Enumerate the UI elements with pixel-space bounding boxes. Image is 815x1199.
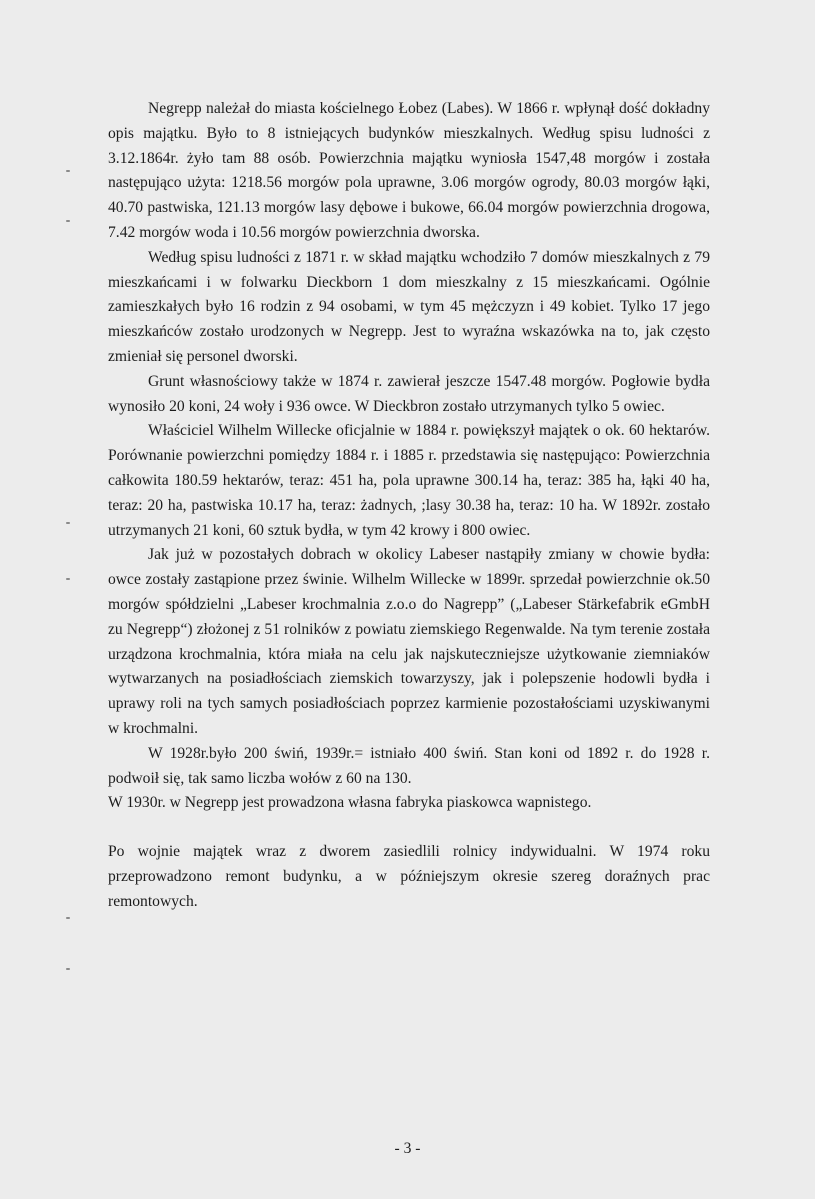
scan-mark	[66, 917, 70, 919]
scan-mark	[66, 578, 70, 580]
scan-mark	[66, 220, 70, 222]
paragraph-census-1871: Według spisu ludności z 1871 r. w skład majątku wchodziło 7 domów mieszkalnych z 79 mieszkańcami i w folwarku Dieckborn 1 dom mieszkalny z 15 mieszkańcami. Ogólnie zamieszkałych było 16 rodzin z 94 osobami, w tym 45 mężczyzn i 49 kobiet. Tylko 17 jego mieszkańców zostało urodzonych w Negrepp. Jest to wyraźna wskazówka na to, jak często zmieniał się personel dworski.	[108, 248, 710, 365]
paragraph-owner-willecke: Właściciel Wilhelm Willecke oficjalnie w 1884 r. powiększył majątek o ok. 60 hektarów. Porównanie powierzchni pomiędzy 1884 r. i 1885 r. przedstawia się następująco: Powierzchnia całkowita 180.59 hektarów, teraz: 451 ha, pola uprawne 300.14 ha, teraz: 385 ha, łąki 40 ha, teraz: 20 ha, pastwiska 10.17 ha, teraz: żadnych, ;lasy 30.38 ha, teraz: 10 ha. W 1892r. zostało utrzymanych 21 koni, 60 sztuk bydła, w tym 42 krowy i 800 owiec.	[108, 422, 710, 539]
paragraph-gap	[108, 816, 710, 840]
scan-mark	[66, 170, 70, 172]
paragraph-post-war: Po wojnie majątek wraz z dworem zasiedlili rolnicy indywidualni. W 1974 roku przeprowadzono remont budynku, a w późniejszym okresie szereg doraźnych prac remontowych.	[108, 843, 710, 910]
scan-mark	[66, 968, 70, 970]
paragraph-starch-factory: Jak już w pozostałych dobrach w okolicy Labeser nastąpiły zmiany w chowie bydła: owce zostały zastąpione przez świnie. Wilhelm Willecke w 1899r. sprzedał powierzchnie ok.50 morgów spółdzielni „Labeser krochmalnia z.o.o do Nagrepp” („Labeser Stärkefabrik eGmbH zu Negrepp“) złożonej z 51 rolników z powiatu ziemskiego Regenwalde. Na tym terenie została urządzona krochmalnia, która miała na celu jak najskuteczniejsze użytkowanie ziemniaków wytwarzanych na posiadłościach ziemskich towarzyszy, jak i polepszenie hodowli bydła i uprawy roli na tych samych posiadłościach poprzez karmienie pozostałościami uzyskiwanymi w krochmalni.	[108, 546, 710, 737]
paragraph-sandstone-factory: W 1930r. w Negrepp jest prowadzona własna fabryka piaskowca wapnistego.	[108, 794, 592, 812]
paragraph-land-1874: Grunt własnościowy także w 1874 r. zawierał jeszcze 1547.48 morgów. Pogłowie bydła wynosiło 20 koni, 24 woły i 936 owce. W Dieckbron zostało utrzymanych tylko 5 owiec.	[108, 372, 710, 415]
paragraph-livestock-1928: W 1928r.było 200 świń, 1939r.= istniało 400 świń. Stan koni od 1892 r. do 1928 r. podwoił się, tak samo liczba wołów z 60 na 130.	[108, 744, 710, 787]
paragraph-history-1866: Negrepp należał do miasta kościelnego Łobez (Labes). W 1866 r. wpłynął dość dokładny opis majątku. Było to 8 istniejących budynków mieszkalnych. Według spisu ludności z 3.12.1864r. żyło tam 88 osób. Powierzchnia majątku wyniosła 1547,48 morgów i została następująco użyta: 1218.56 morgów pola uprawne, 3.06 morgów ogrody, 80.03 morgów łąki, 40.70 pastwiska, 121.13 morgów lasy dębowe i bukowe, 66.04 morgów powierzchnia drogowa, 7.42 morgów woda i 10.56 morgów powierzchnia dworska.	[108, 100, 710, 241]
page-number: - 3 -	[394, 1140, 421, 1157]
scan-mark	[66, 522, 70, 524]
document-body	[108, 97, 710, 915]
